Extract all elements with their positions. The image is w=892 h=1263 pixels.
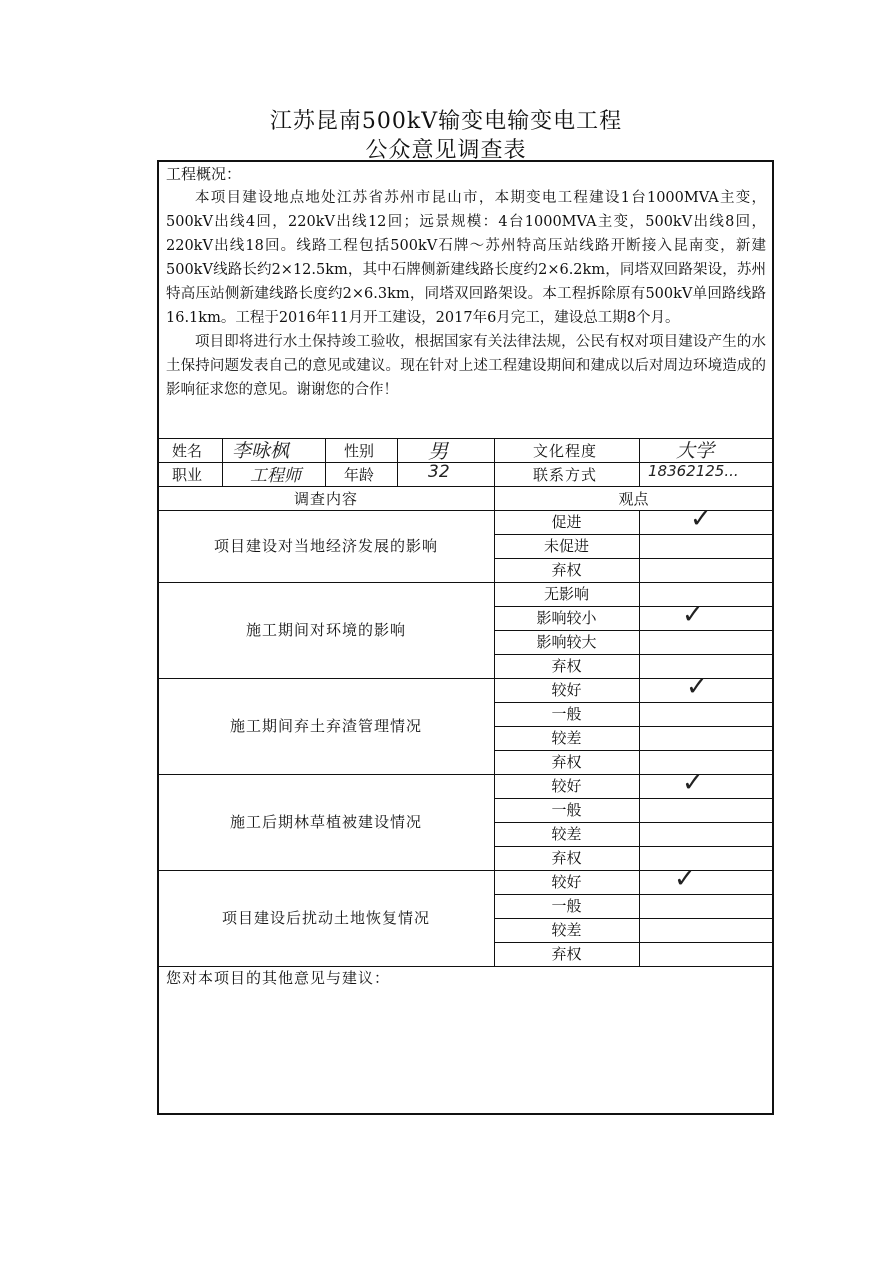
survey-option-label: 弃权 (551, 945, 582, 963)
divider (325, 438, 326, 486)
divider (222, 438, 223, 486)
question-divider (157, 582, 774, 583)
contact-label: 联系方式 (533, 466, 598, 484)
divider (639, 438, 640, 486)
document-subtitle: 公众意见调查表 (365, 138, 527, 163)
survey-option-label: 未促进 (543, 537, 589, 555)
survey-option-label: 弃权 (551, 849, 582, 867)
occupation-handwriting: 工程师 (250, 466, 301, 486)
comments-label: 您对本项目的其他意见与建议： (166, 969, 391, 987)
survey-option-label: 影响较大 (536, 633, 597, 651)
overview-paragraph-2: 项目即将进行水土保持竣工验收，根据国家有关法律法规，公民有权对项目建设产生的水土保持问题发表自己的意见或建议。现在针对上述工程建设期间和建成以后对周边环境造成的影响征求您的意见。谢谢您的合作！ (166, 334, 766, 398)
check-mark-icon: ✓ (674, 864, 696, 894)
overview-heading: 工程概况： (166, 165, 242, 183)
name-label: 姓名 (172, 442, 203, 460)
survey-option-label: 弃权 (551, 561, 582, 579)
document-title: 江苏昆南500kV输变电输变电工程 (269, 109, 623, 134)
divider (157, 510, 774, 511)
survey-opinion-header: 观点 (618, 490, 649, 508)
divider (397, 438, 398, 486)
survey-option-label: 促进 (551, 513, 582, 531)
survey-option-label: 一般 (551, 801, 582, 819)
check-mark-icon: ✓ (682, 768, 704, 798)
check-mark-icon: ✓ (690, 504, 712, 534)
survey-option-label: 较差 (551, 825, 582, 843)
survey-option-label: 较好 (551, 777, 582, 795)
survey-question-topic: 项目建设后扰动土地恢复情况 (221, 909, 430, 927)
survey-option-label: 较差 (551, 921, 582, 939)
survey-option-label: 较好 (551, 873, 582, 891)
check-mark-icon: ✓ (682, 600, 704, 630)
name-handwriting: 李咏枫 (232, 440, 290, 462)
gender-label: 性别 (344, 442, 375, 460)
survey-content-header: 调查内容 (293, 490, 358, 508)
survey-option-label: 影响较小 (536, 609, 597, 627)
question-divider (157, 678, 774, 679)
age-handwriting: 32 (428, 462, 450, 482)
divider (494, 438, 495, 486)
age-label: 年龄 (344, 466, 375, 484)
survey-option-label: 较好 (551, 681, 582, 699)
survey-option-label: 较差 (551, 729, 582, 747)
contact-handwriting: 18362125... (648, 462, 739, 480)
survey-question-topic: 施工后期林草植被建设情况 (229, 813, 422, 831)
overview-paragraph-1: 本项目建设地点地处江苏省苏州市昆山市，本期变电工程建设1台1000MVA主变，500kV出线4回，220kV出线12回；远景规模：4台1000MVA主变，500kV出线8回，220kV出线18回。线路工程包括500kV石牌～苏州特高压站线路开断接入昆南变，新建500kV线路长约2×12.5km，其中石牌侧新建线路长度约2×6.2km，同塔双回路架设，苏州特高压站侧新建线路长度约2×6.3km，同塔双回路架设。本工程拆除原有500kV单回路线路16.1km。工程于2016年11月开工建设，2017年6月完工，建设总工期8个月。 (166, 190, 766, 326)
survey-option-label: 无影响 (543, 585, 589, 603)
project-overview (166, 162, 766, 402)
education-handwriting: 大学 (676, 440, 715, 462)
check-mark-icon: ✓ (686, 672, 708, 702)
survey-option-label: 一般 (551, 705, 582, 723)
gender-handwriting: 男 (428, 439, 448, 463)
survey-question-topic: 施工期间对环境的影响 (245, 621, 406, 639)
survey-question-topic: 项目建设对当地经济发展的影响 (213, 537, 438, 555)
divider (639, 510, 640, 966)
occupation-label: 职业 (172, 466, 203, 484)
survey-question-topic: 施工期间弃土弃渣管理情况 (229, 717, 422, 735)
survey-option-label: 一般 (551, 897, 582, 915)
survey-option-label: 弃权 (551, 657, 582, 675)
education-label: 文化程度 (533, 442, 598, 460)
survey-option-label: 弃权 (551, 753, 582, 771)
